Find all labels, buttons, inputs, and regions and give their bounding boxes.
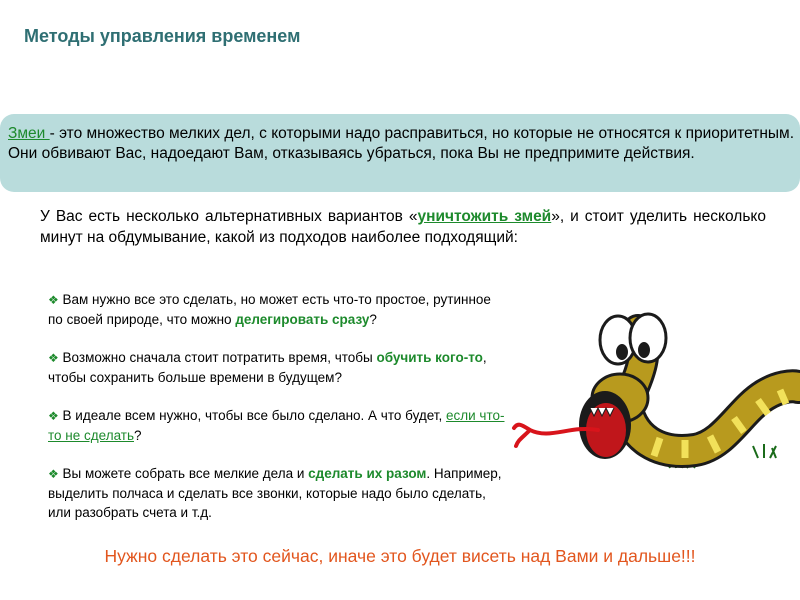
diamond-bullet-icon: ❖	[48, 293, 59, 307]
snake-illustration	[510, 290, 800, 490]
term-snakes: Змеи	[8, 125, 50, 142]
highlight-batch: сделать их разом	[308, 466, 427, 481]
list-item: ❖ Вам нужно все это сделать, но может есть что-то простое, рутинное по своей природе, что можно делегировать сразу?	[48, 292, 491, 327]
list-item: ❖ Вы можете собрать все мелкие дела и сделать их разом. Например, выделить полчаса и сделать все звонки, которые надо было сделать, или разобрать счета и т.д.	[48, 466, 502, 520]
intro-before: У Вас есть несколько альтернативных вариантов «	[40, 208, 418, 225]
diamond-bullet-icon: ❖	[48, 409, 59, 423]
definition-text	[8, 124, 794, 164]
highlight-train: обучить кого-то	[376, 350, 483, 365]
definition-body: - это множество мелких дел, с которыми надо расправиться, но которые не относятся к приоритетным. Они обвивают Вас, надоедают Вам, отказываясь убраться, пока Вы не предпримите действия.	[8, 125, 794, 162]
highlight-skip: если что-то не сделать	[48, 408, 505, 443]
intro-after: », и стоит уделить несколько минут на обдумывание, какой из подходов наиболее подходящий:	[40, 208, 766, 246]
intro-paragraph	[40, 206, 766, 248]
list-item: ❖ Возможно сначала стоит потратить время, чтобы обучить кого-то, чтобы сохранить больше времени в будущем?	[48, 350, 487, 385]
intro-highlight: уничтожить змей	[417, 208, 552, 225]
diamond-bullet-icon: ❖	[48, 467, 59, 481]
closing-statement: Нужно сделать это сейчас, иначе это будет висеть над Вами и дальше!!!	[104, 546, 696, 566]
options-list	[48, 290, 508, 522]
diamond-bullet-icon: ❖	[48, 351, 59, 365]
list-item: ❖ В идеале всем нужно, чтобы все было сделано. А что будет, если что-то не сделать?	[48, 408, 505, 443]
page-title: Методы управления временем	[24, 26, 301, 46]
highlight-delegate: делегировать сразу	[235, 312, 370, 327]
